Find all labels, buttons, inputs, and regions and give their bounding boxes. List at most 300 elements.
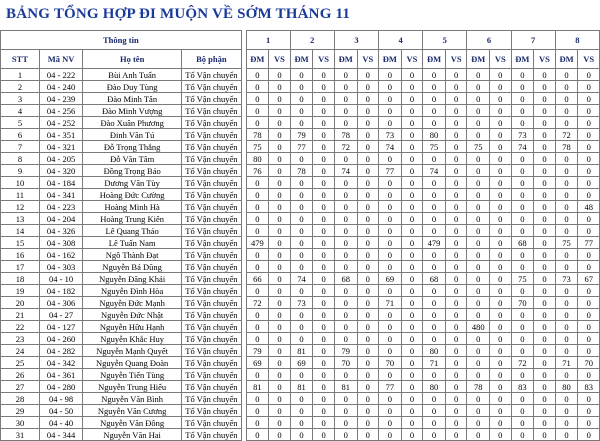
dm-cell: 83: [511, 381, 534, 393]
vs-cell: 0: [401, 285, 423, 297]
table-row: [1, 165, 600, 177]
vs-cell: 0: [357, 333, 379, 345]
vs-cell: 0: [401, 249, 423, 261]
name-cell: Đào Minh Tân: [83, 93, 182, 105]
vs-cell: 0: [490, 345, 512, 357]
vs-cell: 0: [490, 369, 512, 381]
dept-cell: Tổ Vận chuyển: [182, 345, 242, 357]
vs-cell: 0: [401, 297, 423, 309]
vs-cell: 0: [401, 405, 423, 417]
stt-cell: 23: [1, 333, 40, 345]
vs-cell: 0: [313, 225, 335, 237]
vs-cell: 0: [578, 297, 600, 309]
dm-cell: 0: [246, 201, 269, 213]
dept-cell: Tổ Vận chuyển: [182, 93, 242, 105]
stt-cell: 4: [1, 105, 40, 117]
ma-nv-cell: 04 - 321: [39, 141, 82, 153]
vs-cell: 0: [401, 369, 423, 381]
vs-header: VS: [313, 50, 335, 69]
dm-cell: 0: [423, 177, 446, 189]
dm-cell: 0: [334, 405, 357, 417]
dm-cell: 73: [555, 273, 578, 285]
name-cell: Đồng Trọng Bảo: [83, 165, 182, 177]
dm-cell: 0: [555, 393, 578, 405]
dm-cell: 0: [379, 321, 402, 333]
dm-cell: 0: [379, 177, 402, 189]
dm-cell: 0: [467, 129, 490, 141]
vs-cell: 0: [401, 321, 423, 333]
vs-cell: 0: [445, 105, 467, 117]
dm-cell: 0: [379, 345, 402, 357]
vs-cell: 0: [490, 69, 512, 81]
vs-cell: 0: [490, 129, 512, 141]
name-cell: Nguyễn Bá Dũng: [83, 261, 182, 273]
vs-cell: 0: [578, 213, 600, 225]
ma-nv-cell: 04 - 98: [39, 393, 82, 405]
dm-cell: 0: [467, 417, 490, 429]
dm-cell: 0: [290, 261, 313, 273]
vs-cell: 0: [445, 333, 467, 345]
dm-cell: 0: [334, 225, 357, 237]
dept-cell: Tổ Vận chuyển: [182, 237, 242, 249]
ma-nv-cell: 04 - 308: [39, 237, 82, 249]
dm-cell: 0: [467, 201, 490, 213]
dept-cell: Tổ Vận chuyển: [182, 285, 242, 297]
dm-header: ĐM: [334, 50, 357, 69]
dm-cell: 0: [555, 153, 578, 165]
dm-cell: 81: [334, 381, 357, 393]
vs-cell: 0: [534, 105, 556, 117]
table-row: [1, 357, 600, 369]
dm-cell: 0: [511, 69, 534, 81]
ma-nv-cell: 04 - 303: [39, 261, 82, 273]
dm-cell: 0: [379, 417, 402, 429]
dm-cell: 0: [555, 321, 578, 333]
table-row: [1, 321, 600, 333]
dm-cell: 0: [423, 429, 446, 441]
dm-cell: 0: [423, 189, 446, 201]
stt-cell: 15: [1, 237, 40, 249]
dm-cell: 78: [334, 129, 357, 141]
vs-cell: 0: [578, 153, 600, 165]
stt-cell: 17: [1, 261, 40, 273]
vs-cell: 0: [445, 93, 467, 105]
vs-cell: 0: [269, 93, 291, 105]
vs-cell: 0: [534, 273, 556, 285]
stt-cell: 30: [1, 417, 40, 429]
vs-cell: 0: [445, 237, 467, 249]
vs-cell: 0: [490, 81, 512, 93]
dm-cell: 0: [290, 249, 313, 261]
table-row: [1, 201, 600, 213]
dm-cell: 0: [467, 93, 490, 105]
vs-cell: 0: [578, 93, 600, 105]
dm-cell: 81: [246, 381, 269, 393]
dm-cell: 0: [379, 369, 402, 381]
ma-nv-cell: 04 - 282: [39, 345, 82, 357]
table-row: [1, 177, 600, 189]
dm-cell: 0: [334, 177, 357, 189]
dm-cell: 0: [334, 309, 357, 321]
vs-cell: 0: [357, 285, 379, 297]
dm-cell: 0: [379, 93, 402, 105]
vs-cell: 0: [313, 417, 335, 429]
dm-cell: 0: [467, 225, 490, 237]
vs-cell: 0: [490, 417, 512, 429]
name-cell: Nguyễn Đức Nhật: [83, 309, 182, 321]
table-row: [1, 333, 600, 345]
dm-header: ĐM: [555, 50, 578, 69]
name-cell: Ngô Thành Đạt: [83, 249, 182, 261]
dept-cell: Tổ Vận chuyển: [182, 213, 242, 225]
dm-cell: 0: [290, 417, 313, 429]
dm-cell: 77: [379, 381, 402, 393]
dm-cell: 0: [467, 285, 490, 297]
stt-cell: 14: [1, 225, 40, 237]
stt-cell: 21: [1, 309, 40, 321]
table-row: [1, 429, 600, 441]
ma-nv-cell: 04 - 239: [39, 93, 82, 105]
dm-cell: 72: [246, 297, 269, 309]
dm-cell: 0: [290, 405, 313, 417]
dm-cell: 0: [555, 333, 578, 345]
dm-cell: 0: [290, 369, 313, 381]
vs-cell: 0: [534, 189, 556, 201]
vs-cell: 0: [313, 297, 335, 309]
dept-cell: Tổ Vận chuyển: [182, 429, 242, 441]
dept-cell: Tổ Vận chuyển: [182, 189, 242, 201]
dm-cell: 0: [290, 213, 313, 225]
name-cell: Hoàng Minh Hà: [83, 201, 182, 213]
vs-cell: 0: [269, 321, 291, 333]
vs-cell: 0: [534, 297, 556, 309]
table-row: [1, 105, 600, 117]
vs-cell: 0: [534, 213, 556, 225]
vs-cell: 0: [357, 141, 379, 153]
ma-nv-cell: 04 - 341: [39, 189, 82, 201]
dm-cell: 0: [511, 213, 534, 225]
vs-cell: 0: [490, 93, 512, 105]
dm-cell: 0: [246, 93, 269, 105]
vs-cell: 0: [578, 261, 600, 273]
dm-cell: 78: [467, 381, 490, 393]
vs-cell: 0: [401, 261, 423, 273]
vs-cell: 0: [401, 309, 423, 321]
vs-header: VS: [578, 50, 600, 69]
vs-cell: 0: [534, 417, 556, 429]
vs-cell: 0: [445, 321, 467, 333]
dm-cell: 80: [246, 153, 269, 165]
vs-cell: 0: [445, 405, 467, 417]
vs-cell: 0: [534, 177, 556, 189]
vs-cell: 0: [534, 225, 556, 237]
dm-cell: 0: [334, 81, 357, 93]
vs-cell: 0: [401, 201, 423, 213]
vs-cell: 0: [534, 285, 556, 297]
vs-cell: 0: [578, 369, 600, 381]
vs-cell: 0: [534, 201, 556, 213]
name-cell: Lê Tuấn Nam: [83, 237, 182, 249]
table-row: [1, 273, 600, 285]
info-group-header: Thông tin: [1, 31, 242, 50]
stt-cell: 26: [1, 369, 40, 381]
vs-cell: 0: [578, 417, 600, 429]
dm-cell: 0: [555, 261, 578, 273]
dm-cell: 0: [511, 345, 534, 357]
vs-header: VS: [357, 50, 379, 69]
vs-cell: 0: [578, 345, 600, 357]
dm-cell: 0: [334, 105, 357, 117]
vs-cell: 0: [578, 141, 600, 153]
dm-cell: 0: [290, 225, 313, 237]
dm-cell: 0: [555, 201, 578, 213]
dm-cell: 71: [379, 297, 402, 309]
dm-cell: 0: [290, 177, 313, 189]
name-cell: Lê Quang Thảo: [83, 225, 182, 237]
dm-cell: 0: [511, 249, 534, 261]
stt-cell: 6: [1, 129, 40, 141]
vs-cell: 0: [269, 381, 291, 393]
stt-cell: 5: [1, 117, 40, 129]
table-row: [1, 129, 600, 141]
vs-cell: 0: [313, 381, 335, 393]
vs-cell: 0: [357, 369, 379, 381]
dm-cell: 0: [467, 189, 490, 201]
dept-cell: Tổ Vận chuyển: [182, 201, 242, 213]
dm-cell: 75: [511, 273, 534, 285]
dept-cell: Tổ Vận chuyển: [182, 69, 242, 81]
dm-cell: 0: [290, 153, 313, 165]
dm-cell: 0: [423, 105, 446, 117]
dm-cell: 0: [467, 213, 490, 225]
stt-cell: 13: [1, 213, 40, 225]
vs-cell: 0: [578, 117, 600, 129]
stt-cell: 8: [1, 153, 40, 165]
vs-cell: 0: [357, 345, 379, 357]
vs-cell: 0: [269, 333, 291, 345]
dm-cell: 69: [246, 357, 269, 369]
ma-nv-cell: 04 - 344: [39, 429, 82, 441]
dm-cell: 81: [290, 381, 313, 393]
dept-cell: Tổ Vận chuyển: [182, 369, 242, 381]
dm-cell: 0: [290, 69, 313, 81]
dm-header: ĐM: [423, 50, 446, 69]
vs-cell: 0: [313, 93, 335, 105]
vs-cell: 0: [578, 165, 600, 177]
dept-cell: Tổ Vận chuyển: [182, 165, 242, 177]
dm-cell: 68: [511, 237, 534, 249]
vs-cell: 0: [401, 225, 423, 237]
vs-cell: 0: [401, 165, 423, 177]
vs-cell: 0: [445, 117, 467, 129]
table-row: [1, 345, 600, 357]
dm-cell: 79: [334, 345, 357, 357]
table-row: [1, 93, 600, 105]
table-row: [1, 69, 600, 81]
dm-cell: 0: [555, 165, 578, 177]
dm-cell: 0: [467, 165, 490, 177]
vs-cell: 0: [490, 333, 512, 345]
dm-cell: 0: [334, 261, 357, 273]
vs-cell: 0: [313, 273, 335, 285]
dm-cell: 70: [334, 357, 357, 369]
vs-cell: 0: [357, 381, 379, 393]
dm-cell: 0: [423, 213, 446, 225]
vs-cell: 0: [401, 189, 423, 201]
vs-cell: 0: [578, 405, 600, 417]
vs-cell: 0: [534, 141, 556, 153]
name-cell: Nguyễn Trung Hiếu: [83, 381, 182, 393]
vs-cell: 0: [534, 129, 556, 141]
vs-cell: 0: [445, 369, 467, 381]
vs-cell: 0: [401, 93, 423, 105]
stt-cell: 16: [1, 249, 40, 261]
dm-cell: 0: [334, 249, 357, 261]
dept-cell: Tổ Vận chuyển: [182, 393, 242, 405]
dm-cell: 0: [467, 273, 490, 285]
vs-cell: 0: [357, 81, 379, 93]
table-row: [1, 309, 600, 321]
vs-cell: 0: [445, 429, 467, 441]
header-row-days: [1, 31, 600, 50]
vs-cell: 0: [357, 129, 379, 141]
stt-cell: 29: [1, 405, 40, 417]
dm-cell: 0: [423, 321, 446, 333]
vs-cell: 0: [445, 261, 467, 273]
dm-cell: 76: [246, 165, 269, 177]
vs-cell: 0: [490, 249, 512, 261]
vs-cell: 0: [269, 165, 291, 177]
dm-cell: 480: [467, 321, 490, 333]
vs-cell: 0: [445, 417, 467, 429]
dm-cell: 78: [290, 165, 313, 177]
vs-cell: 0: [313, 189, 335, 201]
vs-cell: 0: [313, 129, 335, 141]
dm-cell: 0: [290, 321, 313, 333]
table-row: [1, 225, 600, 237]
dm-cell: 0: [467, 297, 490, 309]
name-cell: Nguyễn Văn Cương: [83, 405, 182, 417]
dm-cell: 0: [423, 249, 446, 261]
vs-cell: 0: [490, 381, 512, 393]
dm-cell: 0: [246, 81, 269, 93]
dm-cell: 0: [467, 117, 490, 129]
dm-cell: 0: [467, 249, 490, 261]
vs-cell: 0: [490, 273, 512, 285]
dm-cell: 0: [555, 369, 578, 381]
dm-cell: 0: [379, 261, 402, 273]
dm-cell: 78: [555, 141, 578, 153]
dm-cell: 479: [246, 237, 269, 249]
dm-cell: 70: [511, 297, 534, 309]
dm-cell: 0: [423, 81, 446, 93]
vs-cell: 48: [578, 201, 600, 213]
dm-cell: 0: [467, 153, 490, 165]
vs-cell: 0: [269, 285, 291, 297]
dm-cell: 72: [511, 357, 534, 369]
dept-cell: Tổ Vận chuyển: [182, 249, 242, 261]
dm-cell: 0: [290, 189, 313, 201]
dm-cell: 0: [555, 249, 578, 261]
dm-cell: 0: [467, 261, 490, 273]
vs-cell: 0: [534, 357, 556, 369]
attendance-table: [0, 30, 600, 441]
dm-cell: 0: [246, 213, 269, 225]
name-cell: Nguyễn Mạnh Quyết: [83, 345, 182, 357]
dm-cell: 0: [467, 105, 490, 117]
table-row: [1, 141, 600, 153]
name-cell: Nguyễn Văn Hai: [83, 429, 182, 441]
dm-cell: 0: [555, 105, 578, 117]
dm-cell: 0: [467, 81, 490, 93]
vs-cell: 0: [490, 357, 512, 369]
dm-cell: 71: [555, 357, 578, 369]
stt-cell: 7: [1, 141, 40, 153]
stt-cell: 11: [1, 189, 40, 201]
vs-cell: 0: [269, 417, 291, 429]
name-cell: Nguyễn Khắc Huy: [83, 333, 182, 345]
header-row-columns: [1, 50, 600, 69]
vs-cell: 0: [357, 297, 379, 309]
dm-cell: 0: [379, 285, 402, 297]
name-cell: Nguyễn Quang Đoàn: [83, 357, 182, 369]
dm-cell: 0: [379, 405, 402, 417]
vs-cell: 0: [401, 141, 423, 153]
vs-cell: 0: [313, 369, 335, 381]
dm-cell: 0: [379, 333, 402, 345]
vs-cell: 0: [534, 165, 556, 177]
day-header: 3: [334, 31, 378, 50]
vs-cell: 0: [269, 369, 291, 381]
dm-cell: 0: [511, 405, 534, 417]
dept-cell: Tổ Vận chuyển: [182, 309, 242, 321]
vs-cell: 0: [490, 117, 512, 129]
vs-cell: 83: [578, 381, 600, 393]
dm-cell: 0: [555, 309, 578, 321]
vs-cell: 0: [269, 189, 291, 201]
name-cell: Dương Văn Tùy: [83, 177, 182, 189]
vs-cell: 0: [357, 405, 379, 417]
dept-cell: Tổ Vận chuyển: [182, 261, 242, 273]
vs-cell: 0: [534, 345, 556, 357]
dm-cell: 75: [423, 141, 446, 153]
dm-cell: 0: [334, 213, 357, 225]
vs-cell: 0: [578, 81, 600, 93]
dept-cell: Tổ Vận chuyển: [182, 105, 242, 117]
dm-cell: 77: [379, 165, 402, 177]
dm-cell: 0: [467, 405, 490, 417]
vs-cell: 0: [401, 345, 423, 357]
vs-cell: 0: [490, 321, 512, 333]
vs-cell: 0: [313, 213, 335, 225]
dm-cell: 0: [555, 297, 578, 309]
dm-cell: 0: [555, 117, 578, 129]
stt-cell: 18: [1, 273, 40, 285]
dept-cell: Tổ Vận chuyển: [182, 225, 242, 237]
dm-cell: 0: [511, 117, 534, 129]
vs-cell: 0: [313, 69, 335, 81]
dm-cell: 0: [511, 393, 534, 405]
vs-cell: 0: [401, 105, 423, 117]
vs-header: VS: [445, 50, 467, 69]
stt-cell: 2: [1, 81, 40, 93]
vs-cell: 0: [578, 321, 600, 333]
name-cell: Nguyễn Đình Hòa: [83, 285, 182, 297]
dm-cell: 0: [246, 333, 269, 345]
vs-cell: 0: [313, 201, 335, 213]
vs-cell: 0: [534, 153, 556, 165]
name-cell: Đinh Văn Tú: [83, 129, 182, 141]
